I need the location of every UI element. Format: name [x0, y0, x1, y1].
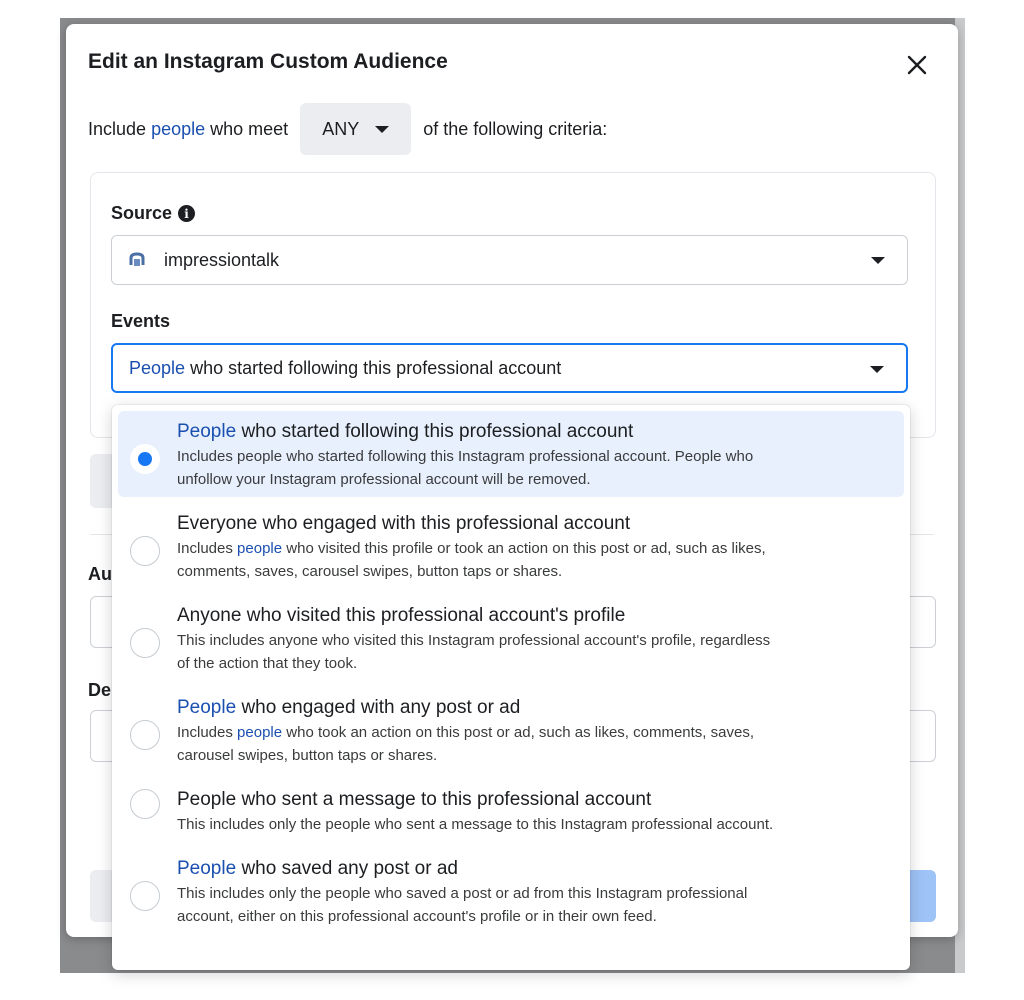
option-desc-line: of the action that they took. — [177, 655, 358, 672]
option-desc-text: who took an action on this post or ad, such as likes, comments, saves, — [286, 724, 754, 741]
option-desc-line: carousel swipes, button taps or shares. — [177, 747, 438, 764]
info-icon[interactable]: i — [178, 205, 195, 222]
option-desc-pre: Includes — [177, 540, 233, 557]
option-title: People who sent a message to this professional account — [177, 789, 652, 810]
dialog-title: Edit an Instagram Custom Audience — [88, 50, 448, 73]
option-title: Everyone who engaged with this professional account — [177, 513, 631, 534]
radio-unselected-icon[interactable] — [130, 720, 160, 750]
option-title-link: People — [177, 421, 237, 442]
instagram-account-icon — [128, 251, 146, 269]
option-desc-text: who visited this profile or took an action on this post or ad, such as likes, — [286, 540, 766, 557]
option-desc-line: This includes only the people who sent a message to this Instagram professional account. — [177, 816, 774, 833]
option-description — [177, 629, 894, 675]
option-description — [177, 813, 894, 836]
option-title — [177, 856, 894, 882]
option-desc-pre: Includes — [177, 724, 233, 741]
option-desc-line: Includes people who started following this Instagram professional account. People who — [177, 448, 754, 465]
event-option-sent-message[interactable] — [118, 779, 904, 842]
radio-unselected-icon[interactable] — [130, 628, 160, 658]
event-option-started-following[interactable] — [118, 411, 904, 497]
event-option-engaged-post-or-ad[interactable] — [118, 687, 904, 773]
include-middle: who meet — [210, 118, 289, 139]
option-description — [177, 445, 894, 491]
events-select[interactable] — [111, 343, 908, 393]
radio-unselected-icon[interactable] — [130, 789, 160, 819]
description-label-partial: De — [88, 680, 112, 700]
match-type-value: ANY — [322, 118, 360, 139]
close-icon[interactable] — [904, 52, 930, 78]
caret-down-icon — [375, 126, 389, 133]
option-title-text: who engaged with any post or ad — [241, 697, 521, 718]
events-label: Events — [111, 311, 171, 331]
radio-unselected-icon[interactable] — [130, 881, 160, 911]
option-desc-link[interactable]: people — [237, 724, 283, 741]
source-value: impressiontalk — [164, 249, 280, 270]
events-selected-text: who started following this professional account — [190, 357, 562, 378]
option-description — [177, 721, 894, 767]
radio-unselected-icon[interactable] — [130, 536, 160, 566]
option-desc-line: This includes only the people who saved a post or ad from this Instagram professional — [177, 885, 748, 902]
option-title — [177, 695, 894, 721]
option-description — [177, 537, 894, 583]
radio-selected-icon[interactable] — [130, 444, 160, 474]
option-title-text: who started following this professional account — [241, 421, 634, 442]
audience-name-label-partial: Au — [88, 564, 112, 584]
include-suffix: of the following criteria: — [423, 118, 608, 139]
events-dropdown-menu — [112, 405, 910, 970]
caret-down-icon — [871, 257, 885, 264]
source-select[interactable] — [111, 235, 908, 285]
option-desc-line — [177, 721, 894, 744]
event-option-saved-post-or-ad[interactable] — [118, 848, 904, 934]
include-prefix: Include — [88, 118, 147, 139]
option-title-link: People — [177, 858, 237, 879]
option-desc-line: comments, saves, carousel swipes, button taps or shares. — [177, 563, 563, 580]
option-description — [177, 882, 894, 928]
event-option-everyone-engaged[interactable] — [118, 503, 904, 589]
source-label — [111, 203, 195, 224]
option-title — [177, 419, 894, 445]
event-option-visited-profile[interactable] — [118, 595, 904, 681]
option-title-link: People — [177, 697, 237, 718]
match-type-dropdown[interactable] — [300, 103, 411, 155]
option-title-text: who saved any post or ad — [241, 858, 458, 879]
option-title: Anyone who visited this professional account's profile — [177, 605, 626, 626]
option-desc-link[interactable]: people — [237, 540, 283, 557]
criteria-card — [90, 172, 936, 438]
option-desc-line: unfollow your Instagram professional account will be removed. — [177, 471, 591, 488]
option-desc-line: This includes anyone who visited this Instagram professional account's profile, regardless — [177, 632, 771, 649]
caret-down-icon — [870, 366, 884, 373]
include-criteria-row — [88, 102, 607, 156]
option-desc-line: account, either on this professional account's profile or in their own feed. — [177, 908, 657, 925]
events-selected-link: People — [129, 357, 186, 378]
include-people-link[interactable]: people — [151, 118, 206, 139]
option-desc-line — [177, 537, 894, 560]
source-label-text: Source — [111, 203, 173, 223]
